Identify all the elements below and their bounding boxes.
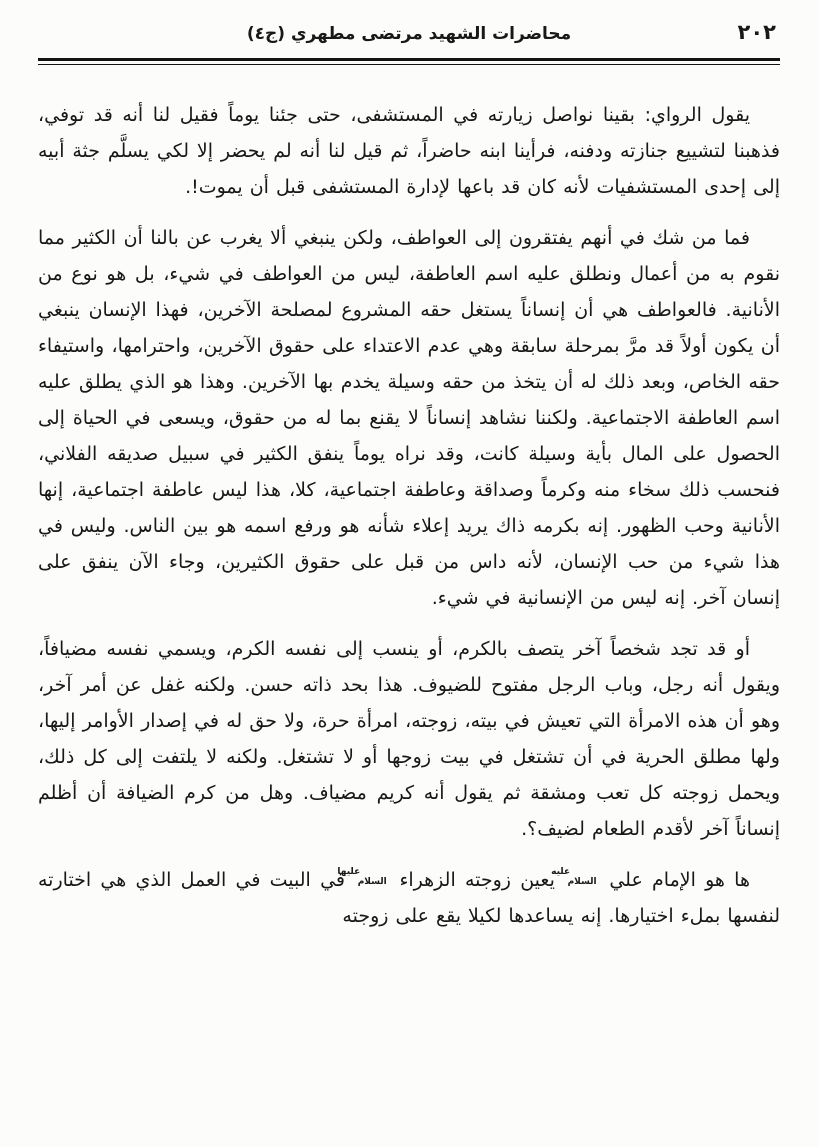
closing-text-segment: يعين زوجته الزهراء (399, 869, 555, 891)
page-header (38, 20, 780, 54)
page-number: ٢٠٢ (737, 20, 776, 44)
header-rule (38, 58, 780, 65)
paragraph-1: يقول الرواي: بقينا نواصل زيارته في المستشفى، حتى جئنا يوماً فقيل لنا أنه قد توفي، فذهبنا لتشييع جنازته ودفنه، فرأينا ابنه حاضراً، ثم قيل لنا أنه لم يحضر إلا لكي يسلَّم جثة أبيه إلى إحدى المستشفيات لأنه كان قد باعها لإدارة المستشفى قبل أن يموت!. (38, 104, 780, 198)
paragraph-4 (38, 862, 780, 934)
paragraph-2: فما من شك في أنهم يفتقرون إلى العواطف، ولكن ينبغي ألا يغرب عن بالنا أن الكثير مما نقوم به من أعمال ونطلق عليه اسم العاطفة، ليس من العواطف في شيء، بل هو نوع من الأنانية. فالعواطف هي أن إنساناً يستغل حقه المشروع لمصلحة الآخرين، فهذا الإنسان ينبغي أن يكون أولاً قد مرَّ بمرحلة سابقة وهي عدم الاعتداء على حقوق الآخرين، واحترامها، واستيفاء حقه الخاص، وبعد ذلك له أن يتخذ من حقه وسيلة يخدم بها الآخرين. وهذا هو الذي يطلق عليه اسم العاطفة الاجتماعية. ولكننا نشاهد إنساناً لا يقنع بما له من حقوق، ويسعى في الحياة إلى الحصول على المال بأية وسيلة كانت، وقد نراه يوماً ينفق الكثير في سبيل صديقه الفلاني، فنحسب ذلك سخاء منه وكرماً وصداقة وعاطفة اجتماعية، كلا، هذا ليس عاطفة اجتماعية، إنها الأنانية وحب الظهور. إنه بكرمه ذاك يريد إعلاء شأنه هو ورفع اسمه هو بين الناس. وليس في هذا شيء من حب الإنسان، لأنه داس من قبل على حقوق الكثيرين، وجاء الآن ينفق على إنسان آخر. إنه ليس من الإنسانية في شيء. (38, 227, 780, 609)
paragraph-3: أو قد تجد شخصاً آخر يتصف بالكرم، أو ينسب إلى نفسه الكرم، ويسمي نفسه مضيافاً، ويقول أنه رجل، وباب الرجل مفتوح للضيوف. هذا بحد ذاته حسن. ولكنه غفل عن أمر آخر، وهو أن هذه الامرأة التي تعيش في بيته، زوجته، امرأة حرة، ولا حق له في إصدار الأوامر إليها، ولها مطلق الحرية في أن تشتغل في بيت زوجها أو لا تشتغل. ولكنه لا يلتفت إلى كل ذلك، ويحمل زوجته كل تعب ومشقة ثم يقول أنه كريم مضياف. وهل من كرم الضيافة أن أظلم إنساناً آخر لأقدم الطعام لضيف؟. (38, 638, 780, 840)
closing-text-segment: ها هو الإمام علي (609, 869, 750, 891)
running-title: محاضرات الشهيد مرتضى مطهري (ج٤) (246, 24, 572, 44)
closing-text-segment: في البيت في العمل الذي هي اختارته لنفسها بملء اختيارها. إنه يساعدها لكيلا يقع على زوجته (38, 869, 780, 927)
page-body (38, 97, 780, 934)
honorific-mark: عليه السلام (551, 866, 597, 887)
honorific-mark: عليها السلام (337, 866, 387, 887)
